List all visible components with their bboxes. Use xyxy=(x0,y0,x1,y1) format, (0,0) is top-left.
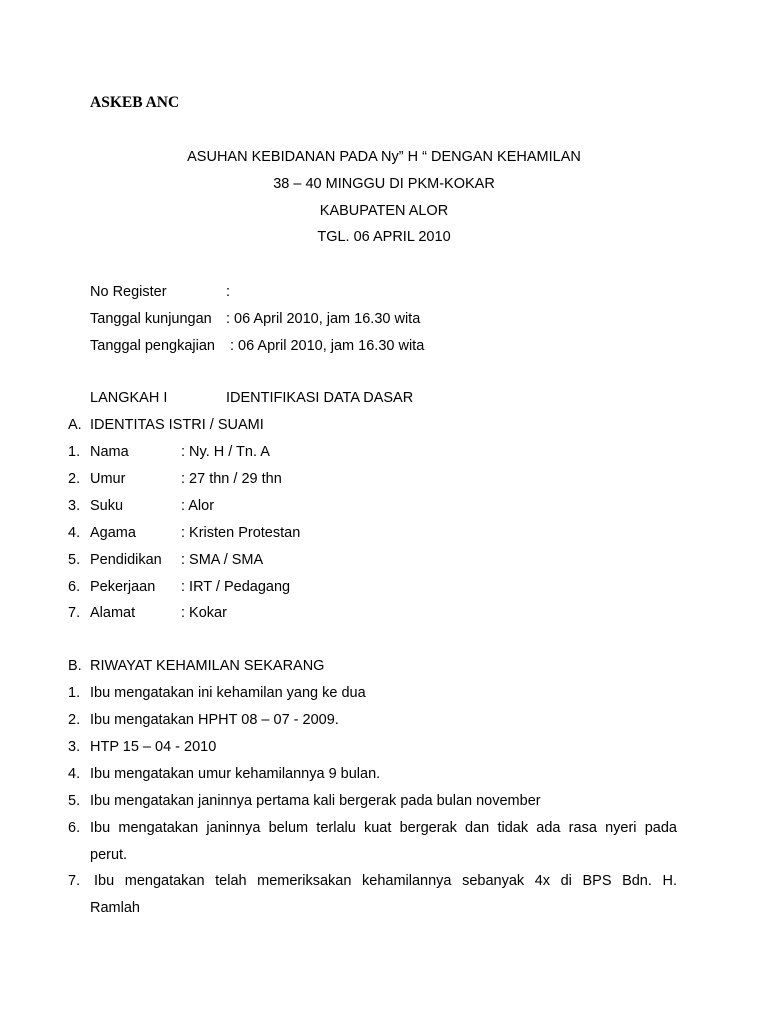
item-number: 7. xyxy=(68,873,81,889)
item-number: 2. xyxy=(68,471,81,487)
item-label: Agama xyxy=(90,525,136,541)
item-label: Pekerjaan xyxy=(90,579,156,595)
visit-date-value: : 06 April 2010, jam 16.30 wita xyxy=(226,311,421,327)
section-b-letter: B. xyxy=(68,658,82,674)
item-text: Ibu mengatakan janinnya belum terlalu kuat bergerak dan tidak ada rasa nyeri pada xyxy=(90,820,677,836)
item-number: 3. xyxy=(68,739,81,755)
item-value: : Alor xyxy=(181,498,215,514)
item-value: : IRT / Pedagang xyxy=(181,579,291,595)
section-a-letter: A. xyxy=(68,417,82,433)
item-number: 1. xyxy=(68,444,81,460)
item-label: Nama xyxy=(90,444,129,460)
section-b-title: RIWAYAT KEHAMILAN SEKARANG xyxy=(90,658,325,674)
item-label: Pendidikan xyxy=(90,552,162,568)
step-title: IDENTIFIKASI DATA DASAR xyxy=(226,390,414,406)
item-text: Ibu mengatakan umur kehamilannya 9 bulan. xyxy=(90,766,381,782)
list-item xyxy=(0,818,768,838)
item-text-continuation: Ramlah xyxy=(90,900,140,916)
item-number: 4. xyxy=(68,766,81,782)
step-label: LANGKAH I xyxy=(90,390,168,406)
heading-line-3: KABUPATEN ALOR xyxy=(319,203,449,219)
item-value: : Kristen Protestan xyxy=(181,525,301,541)
item-text: Ibu mengatakan ini kehamilan yang ke dua xyxy=(90,685,366,701)
item-number: 2. xyxy=(68,712,81,728)
item-text-continuation: perut. xyxy=(90,847,128,863)
list-item xyxy=(0,871,768,891)
assessment-date-value: : 06 April 2010, jam 16.30 wita xyxy=(230,338,425,354)
heading-line-2: 38 – 40 MINGGU DI PKM-KOKAR xyxy=(273,176,495,192)
register-no-value: : xyxy=(226,284,231,300)
item-number: 5. xyxy=(68,793,81,809)
item-label: Suku xyxy=(90,498,124,514)
item-number: 6. xyxy=(68,579,81,595)
item-number: 4. xyxy=(68,525,81,541)
item-text: HTP 15 – 04 - 2010 xyxy=(90,739,217,755)
assessment-date-label: Tanggal pengkajian xyxy=(90,338,215,354)
item-label: Alamat xyxy=(90,605,136,621)
item-label: Umur xyxy=(90,471,126,487)
item-number: 1. xyxy=(68,685,81,701)
heading-line-4: TGL. 06 APRIL 2010 xyxy=(317,229,451,245)
item-number: 7. xyxy=(68,605,81,621)
heading-line-1: ASUHAN KEBIDANAN PADA Ny” H “ DENGAN KEHAMILAN xyxy=(187,149,581,165)
document-title: ASKEB ANC xyxy=(90,94,180,111)
item-text: Ibu mengatakan telah memeriksakan kehamilannya sebanyak 4x di BPS Bdn. H. xyxy=(94,873,677,889)
item-number: 6. xyxy=(68,820,81,836)
item-text: Ibu mengatakan HPHT 08 – 07 - 2009. xyxy=(90,712,339,728)
item-value: : 27 thn / 29 thn xyxy=(181,471,282,487)
item-number: 5. xyxy=(68,552,81,568)
item-number: 3. xyxy=(68,498,81,514)
item-value: : Kokar xyxy=(181,605,227,621)
register-no-label: No Register xyxy=(90,284,167,300)
item-text: Ibu mengatakan janinnya pertama kali bergerak pada bulan november xyxy=(90,793,541,809)
item-value: : Ny. H / Tn. A xyxy=(181,444,270,460)
section-a-title: IDENTITAS ISTRI / SUAMI xyxy=(90,417,264,433)
visit-date-label: Tanggal kunjungan xyxy=(90,311,212,327)
item-value: : SMA / SMA xyxy=(181,552,264,568)
